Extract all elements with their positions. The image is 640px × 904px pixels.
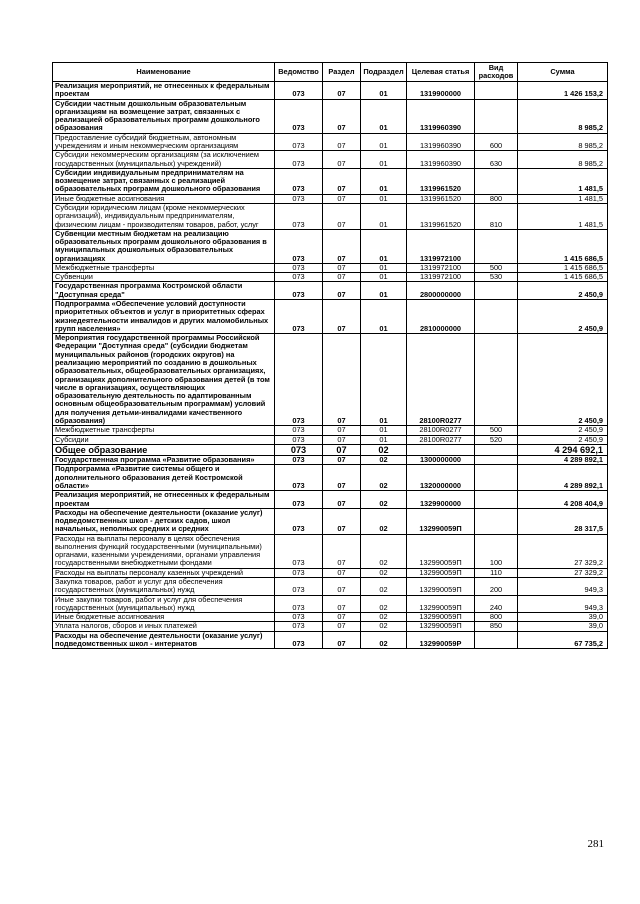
row-exp-type — [475, 631, 518, 649]
row-dept: 073 — [275, 229, 323, 263]
row-section: 07 — [323, 99, 361, 133]
table-row — [53, 465, 608, 491]
row-sum: 1 426 153,2 — [518, 82, 608, 100]
row-target: 132990059П — [407, 568, 475, 577]
row-dept: 073 — [275, 508, 323, 534]
row-section: 07 — [323, 631, 361, 649]
row-section: 07 — [323, 282, 361, 300]
row-target: 1300000000 — [407, 456, 475, 465]
row-dept: 073 — [275, 465, 323, 491]
row-name: Мероприятия государственной программы Российской Федерации "Доступная среда" (субсидии бюджетам муниципальных районов (городских округов) на реализацию мероприятий по созданию в дошкольных образовательных, общеобразовательных организациях, организациях дополнительного образования детей (в том числе в организациях, осуществляющих образовательную деятельность по адаптированным основным общеобразовательным программам) условий для получения детьми-инвалидами качественного образования) — [53, 334, 275, 426]
row-exp-type: 800 — [475, 613, 518, 622]
row-name: Субсидии некоммерческим организациям (за исключением государственных (муниципальных) учреждений) — [53, 151, 275, 169]
table-row — [53, 426, 608, 435]
row-section: 07 — [323, 426, 361, 435]
row-section: 07 — [323, 534, 361, 568]
row-sum: 2 450,9 — [518, 334, 608, 426]
row-sum: 1 481,5 — [518, 194, 608, 203]
header-name: Наименование — [53, 63, 275, 82]
row-name: Субсидии — [53, 435, 275, 444]
row-dept: 073 — [275, 168, 323, 194]
row-sum: 27 329,2 — [518, 568, 608, 577]
row-target: 132990059П — [407, 578, 475, 596]
row-subsection: 02 — [361, 622, 407, 631]
row-subsection: 02 — [361, 491, 407, 509]
row-target: 1319972100 — [407, 229, 475, 263]
table-row — [53, 133, 608, 151]
row-subsection: 02 — [361, 613, 407, 622]
row-exp-type: 110 — [475, 568, 518, 577]
row-name: Расходы на выплаты персоналу казенных учреждений — [53, 568, 275, 577]
row-target: 1319961520 — [407, 168, 475, 194]
row-name: Подпрограмма «Обеспечение условий доступности приоритетных объектов и услуг в приоритетных сферах жизнедеятельности инвалидов и других маломобильных групп населения» — [53, 300, 275, 334]
row-target: 1319972100 — [407, 263, 475, 272]
row-sum: 8 985,2 — [518, 99, 608, 133]
row-section: 07 — [323, 568, 361, 577]
row-subsection: 02 — [361, 465, 407, 491]
row-subsection: 02 — [361, 568, 407, 577]
row-exp-type — [475, 229, 518, 263]
row-dept: 073 — [275, 300, 323, 334]
row-target: 1319960390 — [407, 99, 475, 133]
table-row — [53, 263, 608, 272]
table-row — [53, 435, 608, 444]
row-name: Реализация мероприятий, не отнесенных к федеральным проектам — [53, 491, 275, 509]
row-section: 07 — [323, 578, 361, 596]
header-section: Раздел — [323, 63, 361, 82]
row-name: Субсидии индивидуальным предпринимателям на возмещение затрат, связанных с реализацией образовательных программ дошкольного образования — [53, 168, 275, 194]
row-subsection: 02 — [361, 578, 407, 596]
table-row — [53, 151, 608, 169]
row-target: 1319972100 — [407, 273, 475, 282]
row-target: 28100R0277 — [407, 435, 475, 444]
row-target: 28100R0277 — [407, 426, 475, 435]
row-section: 07 — [323, 456, 361, 465]
row-dept: 073 — [275, 282, 323, 300]
row-target: 132990059П — [407, 613, 475, 622]
row-exp-type: 100 — [475, 534, 518, 568]
row-name: Закупка товаров, работ и услуг для обеспечения государственных (муниципальных) нужд — [53, 578, 275, 596]
row-dept: 073 — [275, 203, 323, 229]
row-target: 1319960390 — [407, 151, 475, 169]
row-exp-type: 630 — [475, 151, 518, 169]
row-exp-type — [475, 508, 518, 534]
row-name: Межбюджетные трансферты — [53, 263, 275, 272]
row-name: Государственная программа «Развитие образования» — [53, 456, 275, 465]
row-sum: 39,0 — [518, 613, 608, 622]
row-section: 07 — [323, 334, 361, 426]
row-sum: 1 415 686,5 — [518, 273, 608, 282]
table-body — [53, 82, 608, 649]
row-exp-type: 530 — [475, 273, 518, 282]
row-name: Предоставление субсидий бюджетным, автономным учреждениям и иным некоммерческим организациям — [53, 133, 275, 151]
row-dept: 073 — [275, 613, 323, 622]
row-exp-type — [475, 465, 518, 491]
row-dept: 073 — [275, 194, 323, 203]
row-subsection: 01 — [361, 194, 407, 203]
row-subsection: 01 — [361, 229, 407, 263]
row-subsection: 01 — [361, 435, 407, 444]
row-section: 07 — [323, 82, 361, 100]
row-exp-type: 500 — [475, 263, 518, 272]
row-section: 07 — [323, 168, 361, 194]
row-section: 07 — [323, 435, 361, 444]
row-exp-type — [475, 444, 518, 455]
row-name: Иные закупки товаров, работ и услуг для обеспечения государственных (муниципальных) нужд — [53, 595, 275, 613]
row-section: 07 — [323, 595, 361, 613]
row-target: 132990059П — [407, 508, 475, 534]
row-exp-type — [475, 99, 518, 133]
row-dept: 073 — [275, 273, 323, 282]
row-dept: 073 — [275, 435, 323, 444]
row-target — [407, 444, 475, 455]
table-header-row — [53, 63, 608, 82]
row-dept: 073 — [275, 622, 323, 631]
table-row — [53, 203, 608, 229]
row-target: 28100R0277 — [407, 334, 475, 426]
row-dept: 073 — [275, 334, 323, 426]
row-target: 1319900000 — [407, 82, 475, 100]
row-section: 07 — [323, 273, 361, 282]
row-name: Межбюджетные трансферты — [53, 426, 275, 435]
row-subsection: 01 — [361, 151, 407, 169]
row-sum: 4 289 892,1 — [518, 456, 608, 465]
row-name: Государственная программа Костромской области "Доступная среда" — [53, 282, 275, 300]
row-name: Реализация мероприятий, не отнесенных к федеральным проектам — [53, 82, 275, 100]
row-section: 07 — [323, 229, 361, 263]
table-row — [53, 578, 608, 596]
row-exp-type — [475, 82, 518, 100]
header-target: Целевая статья — [407, 63, 475, 82]
table-row — [53, 534, 608, 568]
table-row — [53, 631, 608, 649]
row-dept: 073 — [275, 99, 323, 133]
row-section: 07 — [323, 263, 361, 272]
row-subsection: 01 — [361, 133, 407, 151]
row-name: Субсидии частным дошкольным образовательным организациям на возмещение затрат, связанных с реализацией образовательных программ дошкольного образования — [53, 99, 275, 133]
row-name: Расходы на выплаты персоналу в целях обеспечения выполнения функций государственными (муниципальными) органами, казенными учреждениями, органами управления государственными внебюджетными фондами — [53, 534, 275, 568]
row-sum: 949,3 — [518, 578, 608, 596]
row-sum: 4 289 892,1 — [518, 465, 608, 491]
row-exp-type: 800 — [475, 194, 518, 203]
header-subsection: Подраздел — [361, 63, 407, 82]
table-row — [53, 82, 608, 100]
row-sum: 27 329,2 — [518, 534, 608, 568]
row-sum: 67 735,2 — [518, 631, 608, 649]
row-name: Иные бюджетные ассигнования — [53, 613, 275, 622]
header-dept: Ведомство — [275, 63, 323, 82]
row-section: 07 — [323, 300, 361, 334]
row-sum: 1 481,5 — [518, 203, 608, 229]
table-row — [53, 334, 608, 426]
row-target: 1329900000 — [407, 491, 475, 509]
row-sum: 8 985,2 — [518, 151, 608, 169]
row-exp-type: 850 — [475, 622, 518, 631]
row-dept: 073 — [275, 426, 323, 435]
page-number: 281 — [587, 838, 604, 850]
row-dept: 073 — [275, 568, 323, 577]
row-section: 07 — [323, 508, 361, 534]
row-dept: 073 — [275, 263, 323, 272]
row-sum: 949,3 — [518, 595, 608, 613]
row-dept: 073 — [275, 534, 323, 568]
row-name: Субсидии юридическим лицам (кроме некоммерческих организаций), индивидуальным предпринимателям, физическим лицам - производителям товаров, работ, услуг — [53, 203, 275, 229]
row-name: Расходы на обеспечение деятельности (оказание услуг) подведомственных школ - детских садов, школ начальных, неполных средних и средних — [53, 508, 275, 534]
row-subsection: 02 — [361, 508, 407, 534]
row-target: 2800000000 — [407, 282, 475, 300]
row-subsection: 02 — [361, 456, 407, 465]
table-row — [53, 282, 608, 300]
row-subsection: 01 — [361, 282, 407, 300]
row-subsection: 02 — [361, 595, 407, 613]
row-section: 07 — [323, 151, 361, 169]
row-exp-type — [475, 168, 518, 194]
row-dept: 073 — [275, 578, 323, 596]
row-target: 1320000000 — [407, 465, 475, 491]
row-exp-type: 240 — [475, 595, 518, 613]
row-name: Иные бюджетные ассигнования — [53, 194, 275, 203]
row-section: 07 — [323, 194, 361, 203]
table-row — [53, 168, 608, 194]
row-subsection: 01 — [361, 82, 407, 100]
row-section: 07 — [323, 444, 361, 455]
table-row — [53, 508, 608, 534]
table-row — [53, 300, 608, 334]
row-exp-type: 600 — [475, 133, 518, 151]
row-name: Субвенции местным бюджетам на реализацию образовательных программ дошкольного образования в муниципальных дошкольных образовательных организациях — [53, 229, 275, 263]
row-section: 07 — [323, 203, 361, 229]
row-subsection: 01 — [361, 300, 407, 334]
row-name: Расходы на обеспечение деятельности (оказание услуг) подведомственных школ - интернатов — [53, 631, 275, 649]
row-sum: 28 317,5 — [518, 508, 608, 534]
row-sum: 1 415 686,5 — [518, 229, 608, 263]
row-sum: 2 450,9 — [518, 282, 608, 300]
row-sum: 39,0 — [518, 622, 608, 631]
row-dept: 073 — [275, 133, 323, 151]
row-subsection: 02 — [361, 631, 407, 649]
row-dept: 073 — [275, 151, 323, 169]
row-exp-type: 200 — [475, 578, 518, 596]
row-name: Уплата налогов, сборов и иных платежей — [53, 622, 275, 631]
row-exp-type: 520 — [475, 435, 518, 444]
row-sum: 2 450,9 — [518, 426, 608, 435]
row-target: 1319961520 — [407, 203, 475, 229]
table-row — [53, 99, 608, 133]
row-target: 2810000000 — [407, 300, 475, 334]
row-subsection: 02 — [361, 444, 407, 455]
row-exp-type — [475, 456, 518, 465]
row-target: 132990059П — [407, 595, 475, 613]
row-target: 132990059П — [407, 534, 475, 568]
row-target: 132990059Р — [407, 631, 475, 649]
header-exp-type: Вид расходов — [475, 63, 518, 82]
row-dept: 073 — [275, 491, 323, 509]
row-section: 07 — [323, 465, 361, 491]
header-sum: Сумма — [518, 63, 608, 82]
budget-table — [52, 62, 608, 649]
row-subsection: 01 — [361, 99, 407, 133]
row-section: 07 — [323, 133, 361, 151]
row-sum: 4 294 692,1 — [518, 444, 608, 455]
row-section: 07 — [323, 491, 361, 509]
row-exp-type — [475, 282, 518, 300]
row-subsection: 01 — [361, 334, 407, 426]
row-target: 1319961520 — [407, 194, 475, 203]
row-name: Субвенции — [53, 273, 275, 282]
row-sum: 8 985,2 — [518, 133, 608, 151]
row-exp-type — [475, 334, 518, 426]
row-exp-type — [475, 491, 518, 509]
row-section: 07 — [323, 622, 361, 631]
table-row — [53, 622, 608, 631]
row-dept: 073 — [275, 82, 323, 100]
row-subsection: 02 — [361, 534, 407, 568]
row-target: 132990059П — [407, 622, 475, 631]
row-exp-type: 500 — [475, 426, 518, 435]
row-sum: 1 481,5 — [518, 168, 608, 194]
row-dept: 073 — [275, 456, 323, 465]
row-name: Подпрограмма «Развитие системы общего и дополнительного образования детей Костромской области» — [53, 465, 275, 491]
table-row — [53, 491, 608, 509]
row-sum: 2 450,9 — [518, 435, 608, 444]
table-row — [53, 595, 608, 613]
row-dept: 073 — [275, 444, 323, 455]
row-sum: 1 415 686,5 — [518, 263, 608, 272]
row-exp-type — [475, 300, 518, 334]
table-row — [53, 229, 608, 263]
row-subsection: 01 — [361, 168, 407, 194]
row-subsection: 01 — [361, 263, 407, 272]
row-subsection: 01 — [361, 273, 407, 282]
row-name: Общее образование — [53, 444, 275, 455]
row-target: 1319960390 — [407, 133, 475, 151]
row-dept: 073 — [275, 631, 323, 649]
row-section: 07 — [323, 613, 361, 622]
row-subsection: 01 — [361, 203, 407, 229]
row-sum: 4 208 404,9 — [518, 491, 608, 509]
row-dept: 073 — [275, 595, 323, 613]
table-row — [53, 444, 608, 455]
row-sum: 2 450,9 — [518, 300, 608, 334]
row-exp-type: 810 — [475, 203, 518, 229]
row-subsection: 01 — [361, 426, 407, 435]
